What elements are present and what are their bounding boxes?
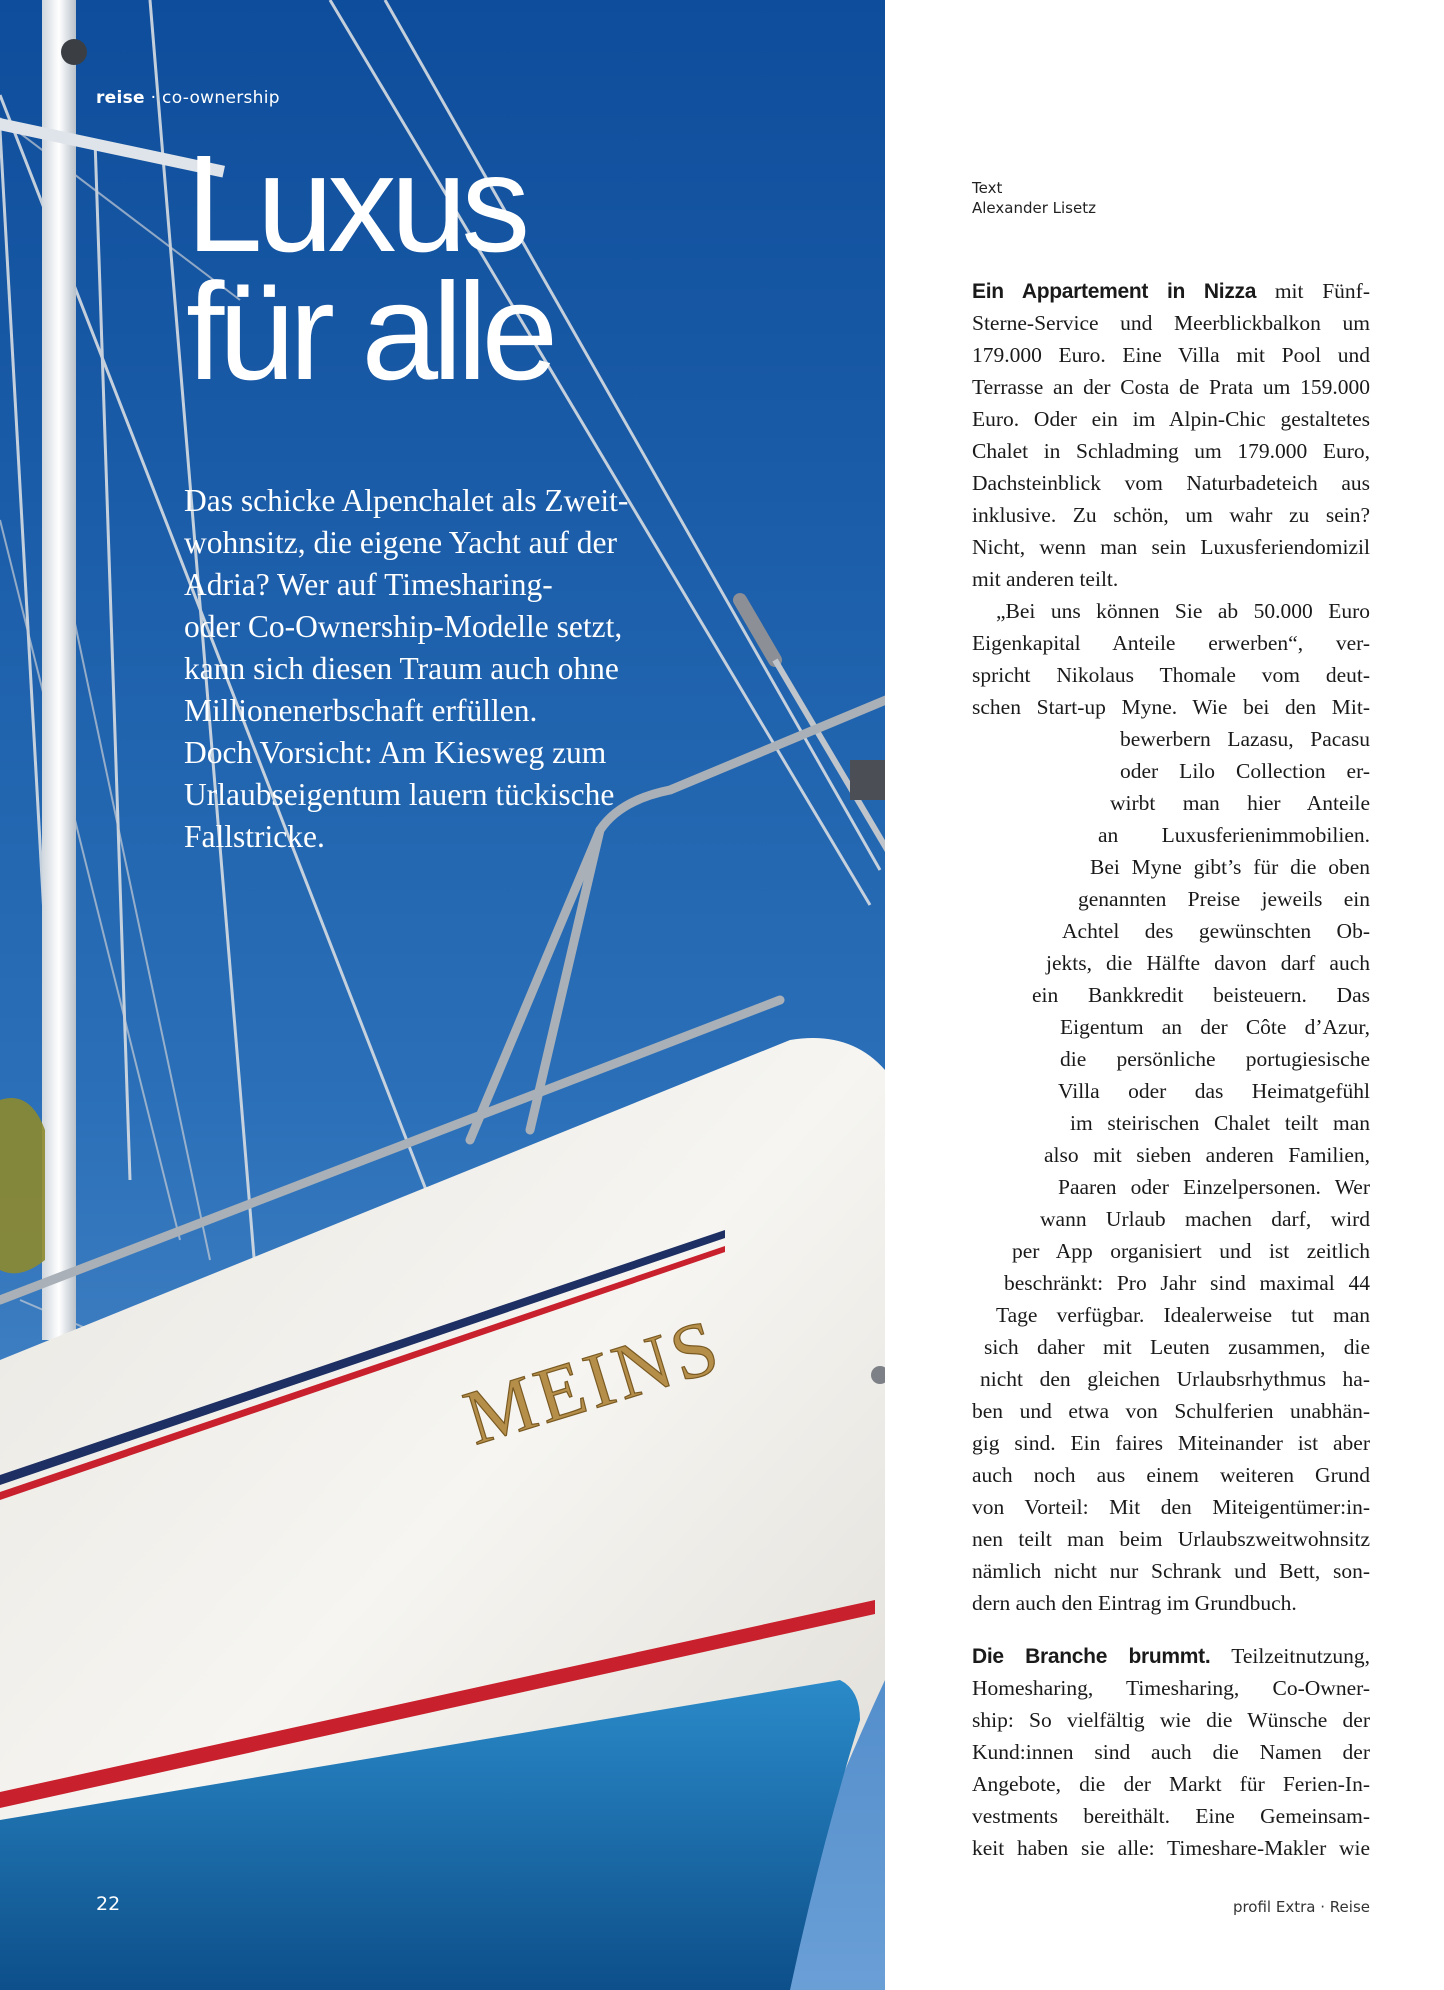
body-text: Homesharing, Timesharing, Co-Owner- bbox=[972, 1676, 1370, 1700]
lead-in-2: Die Branche brummt. bbox=[972, 1645, 1211, 1668]
body-line bbox=[1060, 1011, 1370, 1043]
body-text: nämlich nicht nur Schrank und Bett, son- bbox=[972, 1559, 1370, 1583]
body-text: sich daher mit Leuten zusammen, die bbox=[984, 1335, 1370, 1359]
body-text: Dachsteinblick vom Naturbadeteich aus bbox=[972, 471, 1370, 495]
body-line bbox=[1058, 1075, 1370, 1107]
body-line bbox=[972, 1459, 1370, 1491]
body-line bbox=[972, 1736, 1370, 1768]
body-text: ship: So vielfältig wie die Wünsche der bbox=[972, 1708, 1370, 1732]
body-line bbox=[996, 1299, 1370, 1331]
body-text: Paaren oder Einzelpersonen. Wer bbox=[1058, 1175, 1370, 1199]
boat-name: MEINS bbox=[454, 1301, 732, 1462]
body-text: wirbt man hier Anteile bbox=[1110, 791, 1370, 815]
page-number: 22 bbox=[96, 1893, 121, 1915]
body-text: dern auch den Eintrag im Grundbuch. bbox=[972, 1591, 1297, 1615]
headline-line-2: für alle bbox=[186, 255, 553, 409]
intro-line: Das schicke Alpenchalet als Zweit- bbox=[184, 483, 629, 518]
body-text: auch noch aus einem weiteren Grund bbox=[972, 1463, 1370, 1487]
body-line bbox=[972, 467, 1370, 499]
body-line bbox=[972, 1587, 1370, 1619]
intro-line: kann sich diesen Traum auch ohne bbox=[184, 651, 619, 686]
body-text: oder Lilo Collection er- bbox=[1120, 759, 1370, 783]
body-line bbox=[1058, 1171, 1370, 1203]
body-line bbox=[972, 627, 1370, 659]
body-text: also mit sieben anderen Familien, bbox=[1044, 1143, 1370, 1167]
body-line bbox=[1040, 1203, 1370, 1235]
body-text: die persönliche portugiesische bbox=[1060, 1047, 1370, 1071]
intro-line: wohnsitz, die eigene Yacht auf der bbox=[184, 525, 618, 560]
body-line bbox=[1120, 755, 1370, 787]
body-line bbox=[972, 1427, 1370, 1459]
body-text: von Vorteil: Mit den Miteigentümer:in- bbox=[972, 1495, 1370, 1519]
body-text: Teilzeitnutzung, bbox=[1210, 1644, 1370, 1668]
body-text: 179.000 Euro. Eine Villa mit Pool und bbox=[972, 343, 1370, 367]
body-line bbox=[972, 435, 1370, 467]
body-line bbox=[972, 1768, 1370, 1800]
body-text: Terrasse an der Costa de Prata um 159.000 bbox=[972, 375, 1370, 399]
body-text: ein Bankkredit beisteuern. Das bbox=[1032, 983, 1370, 1007]
headline-line-1: Luxus bbox=[186, 127, 525, 281]
body-text: Nicht, wenn man sein Luxusferiendomizil bbox=[972, 535, 1370, 559]
body-line bbox=[972, 691, 1370, 723]
body-text: Angebote, die der Markt für Ferien-In- bbox=[972, 1772, 1370, 1796]
body-text: beschränkt: Pro Jahr sind maximal 44 bbox=[1004, 1271, 1370, 1295]
body-text: Villa oder das Heimatgefühl bbox=[1058, 1079, 1370, 1103]
body-text: Bei Myne gibt’s für die oben bbox=[1090, 855, 1370, 879]
body-line bbox=[972, 1491, 1370, 1523]
folio-section: Reise bbox=[1329, 1898, 1370, 1916]
body-line bbox=[996, 595, 1370, 627]
body-line bbox=[972, 1640, 1370, 1672]
body-text: Eigenkapital Anteile erwerben“, ver- bbox=[972, 631, 1370, 655]
body-line bbox=[972, 371, 1370, 403]
body-text: im steirischen Chalet teilt man bbox=[1070, 1111, 1370, 1135]
body-text: per App organisiert und ist zeitlich bbox=[1012, 1239, 1370, 1263]
body-text: bewerbern Lazasu, Pacasu bbox=[1120, 727, 1370, 751]
body-line bbox=[1090, 851, 1370, 883]
publication-name: profil Extra bbox=[1232, 1898, 1316, 1916]
body-line bbox=[1012, 1235, 1370, 1267]
body-line bbox=[972, 1672, 1370, 1704]
body-line bbox=[1110, 787, 1370, 819]
body-text: vestments bereithält. Eine Gemeinsam- bbox=[972, 1804, 1370, 1828]
body-text: Eigentum an der Côte d’Azur, bbox=[1060, 1015, 1370, 1039]
body-line bbox=[972, 403, 1370, 435]
body-text: nicht den gleichen Urlaubsrhythmus ha- bbox=[980, 1367, 1370, 1391]
body-line bbox=[972, 1800, 1370, 1832]
body-text: keit haben sie alle: Timeshare-Makler wie bbox=[972, 1836, 1370, 1860]
body-text: an Luxusferienimmobilien. bbox=[1098, 823, 1370, 847]
intro-line: Fallstricke. bbox=[184, 819, 325, 854]
body-text: jekts, die Hälfte davon darf auch bbox=[1046, 951, 1370, 975]
body-line bbox=[1046, 947, 1370, 979]
body-line bbox=[972, 1395, 1370, 1427]
body-text: inklusive. Zu schön, um wahr zu sein? bbox=[972, 503, 1370, 527]
body-text: Sterne-Service und Meerblickbalkon um bbox=[972, 311, 1370, 335]
folio-separator: · bbox=[1320, 1898, 1326, 1916]
intro-line: Millionenerbschaft erfüllen. bbox=[184, 693, 538, 728]
body-text: schen Start-up Myne. Wie bei den Mit- bbox=[972, 695, 1370, 719]
body-line bbox=[972, 563, 1370, 595]
publication-folio bbox=[1233, 1898, 1370, 1916]
body-line bbox=[1098, 819, 1370, 851]
body-text: Tage verfügbar. Idealerweise tut man bbox=[996, 1303, 1370, 1327]
body-line bbox=[1062, 915, 1370, 947]
body-text: wann Urlaub machen darf, wird bbox=[1040, 1207, 1370, 1231]
section-topic: co-ownership bbox=[162, 88, 280, 108]
body-line bbox=[972, 659, 1370, 691]
body-text: Kund:innen sind auch die Namen der bbox=[972, 1740, 1370, 1764]
body-text: mit Fünf- bbox=[1256, 279, 1370, 303]
body-text: ben und etwa von Schulferien unabhän- bbox=[972, 1399, 1370, 1423]
intro-line: Urlaubseigentum lauern tückische bbox=[184, 777, 615, 812]
body-line bbox=[1120, 723, 1370, 755]
body-line bbox=[972, 1555, 1370, 1587]
body-text: Achtel des gewünschten Ob- bbox=[1062, 919, 1370, 943]
body-text: nen teilt man beim Urlaubszweitwohnsitz bbox=[972, 1527, 1370, 1551]
body-text: gig sind. Ein faires Miteinander ist aber bbox=[972, 1431, 1370, 1455]
body-text: mit anderen teilt. bbox=[972, 567, 1119, 591]
body-line bbox=[972, 307, 1370, 339]
body-line bbox=[972, 339, 1370, 371]
body-line bbox=[972, 275, 1370, 307]
body-text: „Bei uns können Sie ab 50.000 Euro bbox=[996, 599, 1370, 623]
body-line bbox=[1070, 1107, 1370, 1139]
body-text: spricht Nikolaus Thomale vom deut- bbox=[972, 663, 1370, 687]
body-text: Chalet in Schladming um 179.000 Euro, bbox=[972, 439, 1370, 463]
body-line bbox=[1032, 979, 1370, 1011]
body-line bbox=[980, 1363, 1370, 1395]
intro-line: Doch Vorsicht: Am Kiesweg zum bbox=[184, 735, 607, 770]
body-line bbox=[972, 499, 1370, 531]
body-line bbox=[1078, 883, 1370, 915]
body-line bbox=[972, 531, 1370, 563]
credits-author: Alexander Lisetz bbox=[972, 199, 1096, 217]
body-text: genannten Preise jeweils ein bbox=[1078, 887, 1370, 911]
body-line bbox=[984, 1331, 1370, 1363]
body-line bbox=[972, 1704, 1370, 1736]
section-label: reise bbox=[96, 88, 145, 108]
lead-in-1: Ein Appartement in Nizza bbox=[972, 280, 1257, 303]
body-text: Euro. Oder ein im Alpin-Chic gestaltetes bbox=[972, 407, 1370, 431]
intro-line: oder Co-Ownership-Modelle setzt, bbox=[184, 609, 623, 644]
body-line bbox=[1060, 1043, 1370, 1075]
section-separator: · bbox=[150, 88, 157, 108]
body-line bbox=[972, 1832, 1370, 1864]
body-line bbox=[1004, 1267, 1370, 1299]
intro-line: Adria? Wer auf Timesharing- bbox=[184, 567, 553, 602]
credits-label: Text bbox=[972, 179, 1003, 197]
body-line bbox=[972, 1523, 1370, 1555]
body-line bbox=[1044, 1139, 1370, 1171]
